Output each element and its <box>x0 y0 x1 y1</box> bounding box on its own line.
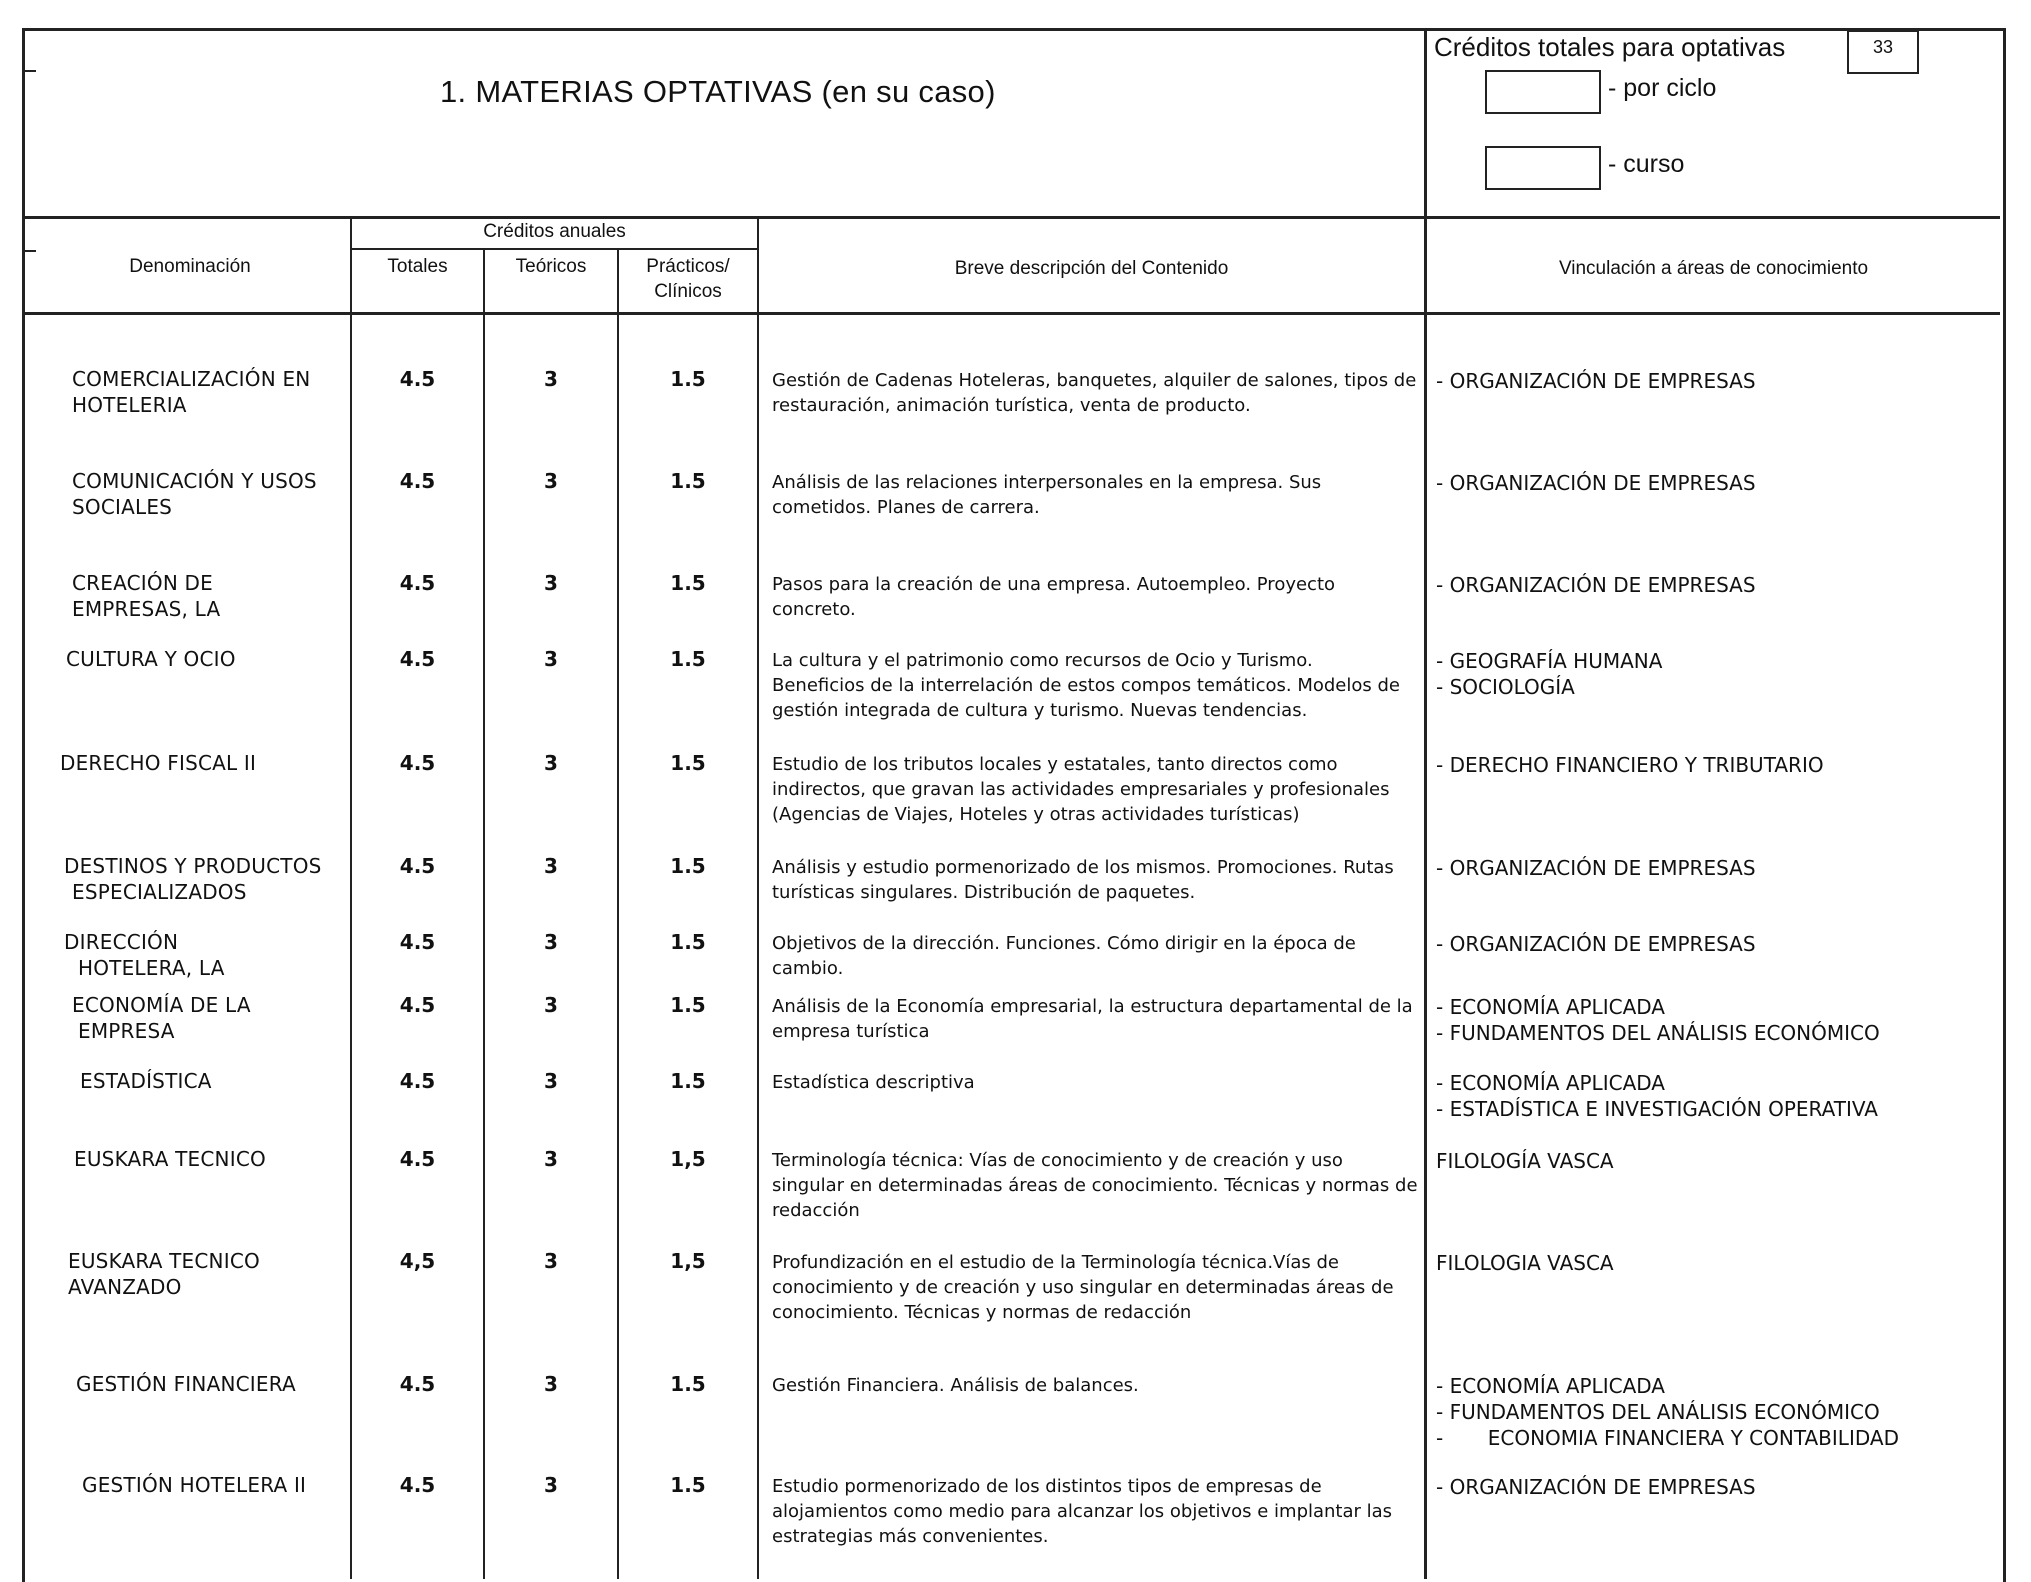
subject-name <box>72 992 342 1044</box>
header-vinculacion: Vinculación a áreas de conocimiento <box>1558 258 1869 279</box>
knowledge-area-item: - SOCIOLOGÍA <box>1436 675 1575 699</box>
subject-name-line: EMPRESAS, LA <box>72 597 221 621</box>
subject-name-line: HOTELERA, LA <box>78 956 225 980</box>
curso-box <box>1485 146 1601 190</box>
content-description <box>772 752 1422 827</box>
description-line: empresa turística <box>772 1021 930 1042</box>
subject-name-line: EUSKARA TECNICO <box>74 1147 266 1171</box>
credits-teoricos: 3 <box>544 1069 558 1093</box>
content-description <box>772 1070 1422 1095</box>
description-line: singular en determinadas áreas de conocimiento. Técnicas y normas de <box>772 1175 1418 1196</box>
credits-practicos: 1.5 <box>670 930 706 954</box>
subject-name-line: HOTELERIA <box>72 393 187 417</box>
description-line: cometidos. Planes de carrera. <box>772 497 1040 518</box>
subject-name-line: ESTADÍSTICA <box>80 1069 212 1093</box>
description-line: indirectos, que gravan las actividades empresariales y profesionales <box>772 779 1390 800</box>
knowledge-area-item: - ECONOMÍA APLICADA <box>1436 995 1665 1019</box>
subject-name-line: DESTINOS Y PRODUCTOS <box>64 854 322 878</box>
credits-total-box: 33 <box>1847 30 1919 74</box>
content-description <box>772 994 1422 1044</box>
header-practicos <box>619 254 757 304</box>
description-line: Análisis y estudio pormenorizado de los mismos. Promociones. Rutas <box>772 857 1394 878</box>
subject-name <box>76 1371 346 1397</box>
description-line: Análisis de las relaciones interpersonales en la empresa. Sus <box>772 472 1322 493</box>
credits-practicos: 1.5 <box>670 993 706 1017</box>
subject-name-line: COMUNICACIÓN Y USOS <box>72 469 317 493</box>
description-line: estrategias más convenientes. <box>772 1526 1049 1547</box>
content-description <box>772 572 1422 622</box>
knowledge-area-item: - ORGANIZACIÓN DE EMPRESAS <box>1436 471 1756 495</box>
por-ciclo-label: - por ciclo <box>1608 74 1717 102</box>
header-practicos-line2: Clínicos <box>654 281 722 302</box>
credits-totales: 4.5 <box>399 647 436 671</box>
column-header-divider <box>22 312 2000 315</box>
subject-name <box>68 1248 338 1300</box>
subject-name-line: GESTIÓN HOTELERA II <box>82 1473 307 1497</box>
knowledge-areas <box>1436 1070 1996 1122</box>
subject-name-line: SOCIALES <box>72 495 173 519</box>
header-creditos-anuales: Créditos anuales <box>483 221 626 242</box>
header-totales: Totales <box>387 256 448 277</box>
subject-name-line: ESPECIALIZADOS <box>72 880 247 904</box>
content-description <box>772 855 1422 905</box>
content-description <box>772 470 1422 520</box>
subject-name <box>80 1068 350 1094</box>
knowledge-areas <box>1436 752 1996 778</box>
knowledge-areas <box>1436 1474 1996 1500</box>
subject-name-line: DERECHO FISCAL II <box>60 751 257 775</box>
subject-name <box>72 570 342 622</box>
description-line: turísticas singulares. Distribución de paquetes. <box>772 882 1196 903</box>
subject-name <box>66 646 336 672</box>
knowledge-area-item: - ECONOMÍA APLICADA <box>1436 1071 1665 1095</box>
credits-practicos: 1,5 <box>670 1147 706 1171</box>
content-description <box>772 1250 1422 1325</box>
knowledge-area-item: - FUNDAMENTOS DEL ANÁLISIS ECONÓMICO <box>1436 1400 1880 1424</box>
subject-name-line: AVANZADO <box>68 1275 182 1299</box>
curso-label: - curso <box>1608 150 1685 178</box>
credits-teoricos: 3 <box>544 930 558 954</box>
credits-practicos: 1.5 <box>670 469 706 493</box>
description-line: Beneficios de la interrelación de estos compos temáticos. Modelos de <box>772 675 1400 696</box>
credits-teoricos: 3 <box>544 751 558 775</box>
credits-totales: 4.5 <box>399 571 436 595</box>
content-description <box>772 1148 1422 1223</box>
header-descripcion: Breve descripción del Contenido <box>954 258 1229 279</box>
knowledge-area-item: - FUNDAMENTOS DEL ANÁLISIS ECONÓMICO <box>1436 1021 1880 1045</box>
margin-tick <box>22 70 36 72</box>
credits-totales: 4.5 <box>399 1473 436 1497</box>
knowledge-area-item: - ORGANIZACIÓN DE EMPRESAS <box>1436 573 1756 597</box>
subject-name <box>60 750 330 776</box>
credits-totales: 4,5 <box>399 1249 436 1273</box>
knowledge-area-item: - ORGANIZACIÓN DE EMPRESAS <box>1436 369 1756 393</box>
credits-practicos: 1.5 <box>670 367 706 391</box>
credits-practicos: 1.5 <box>670 1069 706 1093</box>
section-title: 1. MATERIAS OPTATIVAS (en su caso) <box>440 74 996 109</box>
knowledge-area-item: - DERECHO FINANCIERO Y TRIBUTARIO <box>1436 753 1824 777</box>
credits-totales: 4.5 <box>399 751 436 775</box>
subject-name-line: ECONOMÍA DE LA <box>72 993 251 1017</box>
subject-name-line: EUSKARA TECNICO <box>68 1249 260 1273</box>
knowledge-areas <box>1436 855 1996 881</box>
credits-practicos: 1,5 <box>670 1249 706 1273</box>
subject-name-line: CULTURA Y OCIO <box>66 647 236 671</box>
knowledge-areas <box>1436 470 1996 496</box>
description-line: Estadística descriptiva <box>772 1072 975 1093</box>
knowledge-areas <box>1436 931 1996 957</box>
content-description <box>772 1474 1422 1549</box>
description-line: gestión integrada de cultura y turismo. Nuevas tendencias. <box>772 700 1308 721</box>
credits-teoricos: 3 <box>544 367 558 391</box>
knowledge-area-item: - ESTADÍSTICA E INVESTIGACIÓN OPERATIVA <box>1436 1097 1878 1121</box>
description-line: redacción <box>772 1200 860 1221</box>
description-line: Objetivos de la dirección. Funciones. Cómo dirigir en la época de <box>772 933 1356 954</box>
knowledge-areas <box>1436 572 1996 598</box>
description-line: Profundización en el estudio de la Terminología técnica.Vías de <box>772 1252 1339 1273</box>
credits-totales: 4.5 <box>399 367 436 391</box>
description-line: Estudio pormenorizado de los distintos tipos de empresas de <box>772 1476 1322 1497</box>
subject-name <box>74 1146 344 1172</box>
credits-teoricos: 3 <box>544 1473 558 1497</box>
credits-totales: 4.5 <box>399 930 436 954</box>
description-line: conocimiento y de creación y uso singular en determinadas áreas de <box>772 1277 1394 1298</box>
subject-name <box>72 468 342 520</box>
header-denominacion: Denominación <box>129 256 251 277</box>
description-line: cambio. <box>772 958 844 979</box>
credits-total-label: Créditos totales para optativas <box>1434 32 1786 62</box>
description-line: concreto. <box>772 599 856 620</box>
description-line: conocimiento. Técnicas y normas de redacción <box>772 1302 1192 1323</box>
knowledge-areas <box>1436 994 1996 1046</box>
header-practicos-line1: Prácticos/ <box>646 256 730 277</box>
subject-name <box>82 1472 352 1498</box>
subject-name <box>64 929 334 981</box>
credits-practicos: 1.5 <box>670 854 706 878</box>
knowledge-areas <box>1436 368 1996 394</box>
credits-totales: 4.5 <box>399 1372 436 1396</box>
content-description <box>772 931 1422 981</box>
content-description <box>772 648 1422 723</box>
description-line: restauración, animación turística, venta de producto. <box>772 395 1251 416</box>
credits-practicos: 1.5 <box>670 647 706 671</box>
por-ciclo-box <box>1485 70 1601 114</box>
description-line: La cultura y el patrimonio como recursos de Ocio y Turismo. <box>772 650 1313 671</box>
description-line: Gestión de Cadenas Hoteleras, banquetes, alquiler de salones, tipos de <box>772 370 1417 391</box>
creditos-anuales-divider <box>350 248 757 250</box>
knowledge-areas <box>1436 1148 1996 1174</box>
knowledge-areas <box>1436 1373 1996 1451</box>
credits-teoricos: 3 <box>544 469 558 493</box>
knowledge-area-item: FILOLOGIA VASCA <box>1436 1251 1614 1275</box>
credits-teoricos: 3 <box>544 1372 558 1396</box>
credits-teoricos: 3 <box>544 993 558 1017</box>
subject-name <box>72 366 342 418</box>
credits-totales: 4.5 <box>399 993 436 1017</box>
credits-totales: 4.5 <box>399 854 436 878</box>
content-description <box>772 1373 1422 1398</box>
subject-name <box>64 853 334 905</box>
column-rule-practicos-desc <box>757 216 759 1579</box>
credits-totales: 4.5 <box>399 1147 436 1171</box>
header-teoricos: Teóricos <box>515 256 587 277</box>
credits-practicos: 1.5 <box>670 1473 706 1497</box>
knowledge-area-item: FILOLOGÍA VASCA <box>1436 1149 1614 1173</box>
knowledge-area-item: - ORGANIZACIÓN DE EMPRESAS <box>1436 1475 1756 1499</box>
subject-name-line: DIRECCIÓN <box>64 930 179 954</box>
description-line: alojamientos como medio para alcanzar los objetivos e implantar las <box>772 1501 1393 1522</box>
subject-name-line: GESTIÓN FINANCIERA <box>76 1372 296 1396</box>
content-description <box>772 368 1422 418</box>
credits-totales: 4.5 <box>399 469 436 493</box>
knowledge-area-item: - ORGANIZACIÓN DE EMPRESAS <box>1436 856 1756 880</box>
credits-teoricos: 3 <box>544 571 558 595</box>
credits-teoricos: 3 <box>544 1249 558 1273</box>
credits-practicos: 1.5 <box>670 751 706 775</box>
knowledge-area-item: - ECONOMIA FINANCIERA Y CONTABILIDAD <box>1436 1426 1899 1450</box>
subject-name-line: CREACIÓN DE <box>72 571 213 595</box>
credits-totales: 4.5 <box>399 1069 436 1093</box>
credits-practicos: 1.5 <box>670 1372 706 1396</box>
description-line: (Agencias de Viajes, Hoteles y otras actividades turísticas) <box>772 804 1300 825</box>
knowledge-areas <box>1436 648 1996 700</box>
credits-teoricos: 3 <box>544 647 558 671</box>
margin-tick <box>22 250 36 252</box>
header-divider <box>22 216 2000 219</box>
knowledge-area-item: - GEOGRAFÍA HUMANA <box>1436 649 1663 673</box>
subject-name-line: COMERCIALIZACIÓN EN <box>72 367 311 391</box>
credits-teoricos: 3 <box>544 854 558 878</box>
knowledge-area-item: - ECONOMÍA APLICADA <box>1436 1374 1665 1398</box>
description-line: Gestión Financiera. Análisis de balances. <box>772 1375 1139 1396</box>
knowledge-area-item: - ORGANIZACIÓN DE EMPRESAS <box>1436 932 1756 956</box>
description-line: Análisis de la Economía empresarial, la estructura departamental de la <box>772 996 1413 1017</box>
description-line: Pasos para la creación de una empresa. Autoempleo. Proyecto <box>772 574 1336 595</box>
description-line: Estudio de los tributos locales y estatales, tanto directos como <box>772 754 1338 775</box>
subject-name-line: EMPRESA <box>78 1019 175 1043</box>
description-line: Terminología técnica: Vías de conocimiento y de creación y uso <box>772 1150 1343 1171</box>
knowledge-areas <box>1436 1250 1996 1276</box>
credits-teoricos: 3 <box>544 1147 558 1171</box>
credits-practicos: 1.5 <box>670 571 706 595</box>
